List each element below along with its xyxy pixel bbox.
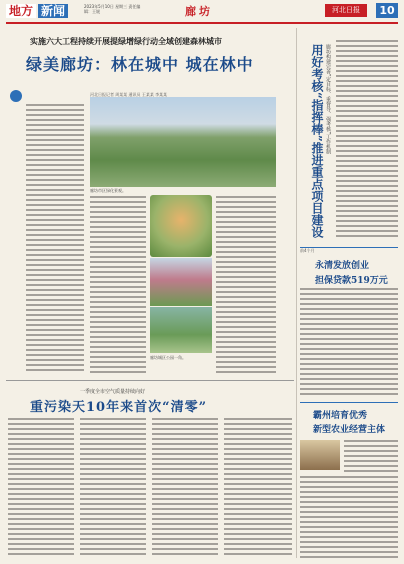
feature-photo-2 [150,258,212,306]
page-number: 10 [376,3,398,18]
right-vertical-subtitle: 廊坊构建完善“定目标、重督导、强考核”工作机制 [325,44,331,155]
feature-photo-1 [150,195,212,257]
section-tag-local: 地方 [6,4,36,18]
box1-kicker: 前4个月 [300,248,315,253]
lead-body-col-3 [216,196,276,374]
lead-kicker: 实施六大工程持续开展提绿增绿行动全域创建森林城市 [30,36,222,46]
right-vertical-title: 用好考核“指挥棒”推进重点项目建设 [310,44,324,238]
lead-headline: 绿美廊坊：林在城中 城在林中 [26,55,254,74]
feature-photo-3 [150,307,212,353]
box2-body-top [344,440,398,472]
bottom-body-col-1 [8,418,74,558]
right-divider-2 [300,402,398,403]
lead-body-col-1 [26,104,84,374]
bottom-kicker: 一季度全市空气质量持续向好 [80,389,146,395]
box1-title: 永清发放创业 [315,261,370,271]
paper-logo: 河北日报 [325,4,367,17]
bottom-headline: 重污染天10年来首次“清零” [30,400,208,415]
bottom-divider [6,380,294,381]
bottom-body-col-3 [152,418,218,558]
feature-photo-caption: 廊坊城区公园一角。 [150,355,186,360]
issue-meta: 2023年5月10日 星期三 责任编辑：王媛 [84,4,141,14]
box2-photo [300,440,340,470]
box2-subtitle: 新型农业经营主体 [313,425,386,435]
bottom-body-col-2 [80,418,146,558]
box1-body [300,288,398,396]
column-rule [296,28,297,558]
bottom-body-col-4 [224,418,292,558]
lead-byline: 河北日报记者 周某某 通讯员 王某某 李某某 [90,92,168,97]
box1-subtitle: 担保贷款519万元 [315,276,388,286]
lead-photo-caption: 廊坊市区绿化景观。 [90,188,126,193]
story-emblem-icon [10,90,22,102]
section-tag-news: 新闻 [38,4,68,18]
header-rule [6,22,398,24]
section-name: 廊坊 [185,5,213,18]
right-body-1 [336,40,398,240]
box2-body [300,476,398,558]
lead-photo [90,97,276,187]
box2-title: 霸州培育优秀 [313,411,368,421]
lead-body-col-2 [90,196,146,374]
